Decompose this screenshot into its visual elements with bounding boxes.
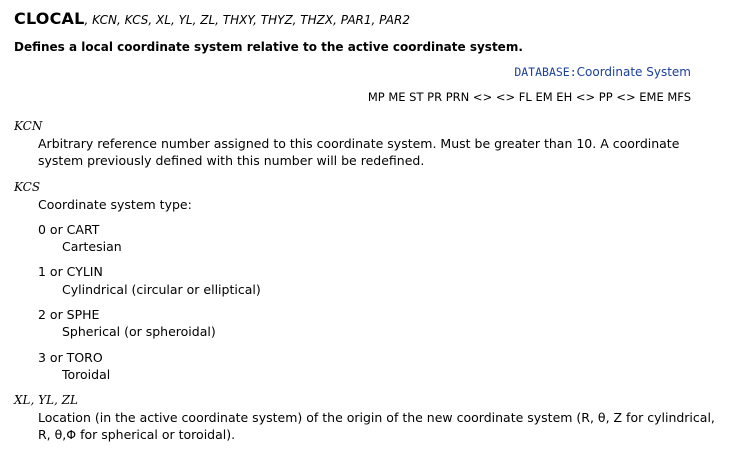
option-value-sphe: 2 or SPHE: [38, 307, 100, 322]
argument-description-kcs: Coordinate system type:: [38, 197, 192, 212]
option-value-cart: 0 or CART: [38, 222, 100, 237]
command-signature: [14, 9, 410, 28]
argument-description-xl-yl-zl: Location (in the active coordinate system) of the origin of the new coordinate system (R, θ, Z for cylindrical, R, θ,Φ for spherical or toroidal).: [38, 410, 715, 442]
product-list: MP ME ST PR PRN <> <> FL EM EH <> PP <> EME MFS: [367, 90, 691, 104]
option-label-cylin: Cylindrical (circular or elliptical): [62, 282, 261, 297]
argument-name-xl-yl-zl: XL, YL, ZL: [14, 393, 78, 407]
argument-name-kcs: KCS: [14, 180, 41, 194]
argument-name-kcn: KCN: [14, 119, 43, 133]
command-name: CLOCAL: [14, 9, 85, 28]
option-label-cart: Cartesian: [62, 239, 122, 254]
database-link[interactable]: Coordinate System: [576, 65, 691, 79]
option-label-sphe: Spherical (or spheroidal): [62, 324, 216, 339]
argument-description-kcn: Arbitrary reference number assigned to this coordinate system. Must be greater than 10. A coordinate system previously defined with this number will be redefined.: [38, 136, 680, 168]
database-label: DATABASE:: [514, 65, 577, 79]
option-value-toro: 3 or TORO: [38, 350, 103, 365]
option-label-toro: Toroidal: [62, 367, 111, 382]
option-value-cylin: 1 or CYLIN: [38, 264, 103, 279]
command-purpose: Defines a local coordinate system relative to the active coordinate system.: [14, 40, 523, 54]
command-arguments: , KCN, KCS, XL, YL, ZL, THXY, THYZ, THZX, PAR1, PAR2: [84, 13, 410, 27]
database-reference: [514, 65, 691, 79]
